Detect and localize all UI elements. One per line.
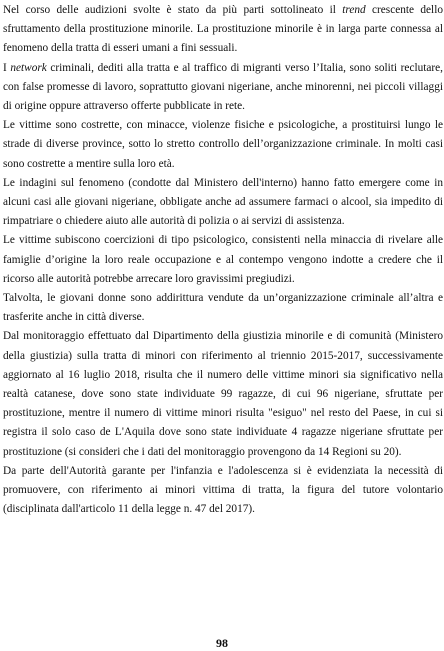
paragraph-4: Le indagini sul fenomeno (condotte dal Ministero dell'interno) hanno fatto emergere come in alcuni casi alle giovani nigeriane, obbligate anche ad assumere farmaci o alcool, sia impedito di rimpatriare o chiedere aiuto alle autorità di polizia o ai servizi di assistenza. <box>3 176 443 228</box>
paragraph-2: I network criminali, dediti alla tratta e al traffico di migranti verso l’Italia, sono soliti reclutare, con false promesse di lavoro, soprattutto giovani nigeriane, anche minorenni, nei piccoli villaggi di origine oppure attraverso offerte pubblicate in rete. <box>3 61 443 113</box>
emphasis-network: network <box>10 61 47 74</box>
page-number: 98 <box>216 636 228 650</box>
paragraph-8: Da parte dell'Autorità garante per l'infanzia e l'adolescenza si è evidenziata la necessità di promuovere, con riferimento ai minori vittima di tratta, la figura del tutore volontario (disciplinata dall'articolo 11 della legge n. 47 del 2017). <box>3 464 443 516</box>
paragraph-7: Dal monitoraggio effettuato dal Dipartimento della giustizia minorile e di comunità (Ministero della giustizia) sulla tratta di minori con riferimento al triennio 2015-2017, successivamente aggiornato al 16 luglio 2018, risulta che il numero delle vittime minori sia significativo nella realtà catanese, dove sono state individuate 99 ragazze, di cui 96 nigeriane, sfruttate per prostituzione, mentre il numero di vittime minori risulta "esiguo" nel resto del Paese, in cui si registra il solo caso de L'Aquila dove sono state individuate 4 ragazze nigeriane sfruttate per prostituzione (si consideri che i dati del monitoraggio provengono da 14 Regioni su 20). <box>3 330 443 458</box>
paragraph-6: Talvolta, le giovani donne sono addirittura vendute da un’organizzazione criminale all’altra e trasferite anche in città diverse. <box>3 292 443 324</box>
paragraph-3: Le vittime sono costrette, con minacce, violenze fisiche e psicologiche, a prostituirsi lungo le strade di diverse province, sotto lo stretto controllo dell’organizzazione criminale. In molti casi sono costrette a mentire sulla loro età. <box>3 119 443 170</box>
paragraph-1: Nel corso delle audizioni svolte è stato da più parti sottolineato il trend crescente dello sfruttamento della prostituzione minorile. La prostituzione minorile è in larga parte connessa al fenomeno della tratta di esseri umani a fini sessuali. <box>3 4 443 55</box>
paragraph-5: Le vittime subiscono coercizioni di tipo psicologico, consistenti nella minaccia di rivelare alle famiglie d’origine la loro reale occupazione e al contempo vengono indotte a credere che il ricorso alle autorità potrebbe arrecare loro gravissimi pregiudizi. <box>3 234 443 285</box>
body-text <box>3 1 443 519</box>
emphasis-trend: trend <box>342 4 366 16</box>
